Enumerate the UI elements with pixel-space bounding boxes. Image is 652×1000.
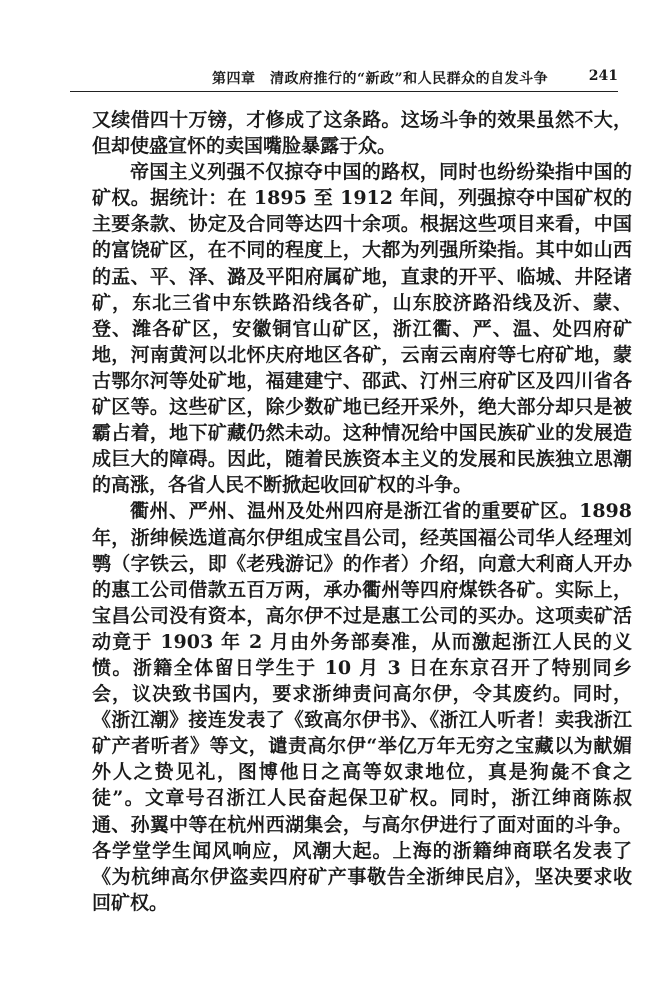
running-header bbox=[70, 60, 630, 86]
paragraph-1: 又续借四十万镑，才修成了这条路。这场斗争的效果虽然不大，但却使盛宣怀的卖国嘴脸暴露于众。 bbox=[92, 109, 632, 158]
paragraph-3: 衢州、严州、温州及处州四府是浙江省的重要矿区。1898 年，浙绅候选道高尔伊组成宝昌公司，经英国福公司华人经理刘鹗（字铁云，即《老残游记》的作者）介绍，向意大利商人开办的惠工公司借款五百万两，承办衢州等四府煤铁各矿。实际上，宝昌公司没有资本，高尔伊不过是惠工公司的买办。这项卖矿活动竟于 1903 年 2 月由外务部奏准，从而激起浙江人民的义愤。浙籍全体留日学生于 10 月 3 日在东京召开了特别同乡会，议决致书国内，要求浙绅责问高尔伊，令其废约。同时，《浙江潮》接连发表了《致高尔伊书》、《浙江人听者！卖我浙江矿产者听者》等文，谴责高尔伊“举亿万年无穷之宝藏以为献媚外人之贽见礼，图博他日之高等奴隶地位，真是狗彘不食之徒”。文章号召浙江人民奋起保卫矿权。同时，浙江绅商陈叔通、孙翼中等在杭州西湖集会，与高尔伊进行了面对面的斗争。各学堂学生闻风响应，风潮大起。上海的浙籍绅商联名发表了《为杭绅高尔伊盗卖四府矿产事敬告全浙绅民启》，坚决要求收回矿权。 bbox=[92, 500, 632, 914]
header-rule bbox=[70, 91, 618, 92]
paragraph-2: 帝国主义列强不仅掠夺中国的路权，同时也纷纷染指中国的矿权。据统计：在 1895 至 1912 年间，列强掠夺中国矿权的主要条款、协定及合同等达四十余项。根据这些项目来看，中国的富饶矿区，在不同的程度上，大都为列强所染指。其中如山西的盂、平、泽、潞及平阳府属矿地，直隶的开平、临城、井陉诸矿，东北三省中东铁路沿线各矿，山东胶济路沿线及沂、蒙、登、潍各矿区，安徽铜官山矿区，浙江衢、严、温、处四府矿地，河南黄河以北怀庆府地区各矿，云南云南府等七府矿地，蒙古鄂尔河等处矿地，福建建宁、邵武、汀州三府矿区及四川省各矿区等。这些矿区，除少数矿地已经开采外，绝大部分却只是被霸占着，地下矿藏仍然未动。这种情况给中国民族矿业的发展造成巨大的障碍。因此，随着民族资本主义的发展和民族独立思潮的高涨，各省人民不断掀起收回矿权的斗争。 bbox=[92, 161, 632, 497]
page-number: 241 bbox=[588, 68, 618, 84]
chapter-title: 第四章 清政府推行的“新政”和人民群众的自发斗争 bbox=[212, 71, 549, 87]
body-text bbox=[92, 107, 632, 916]
